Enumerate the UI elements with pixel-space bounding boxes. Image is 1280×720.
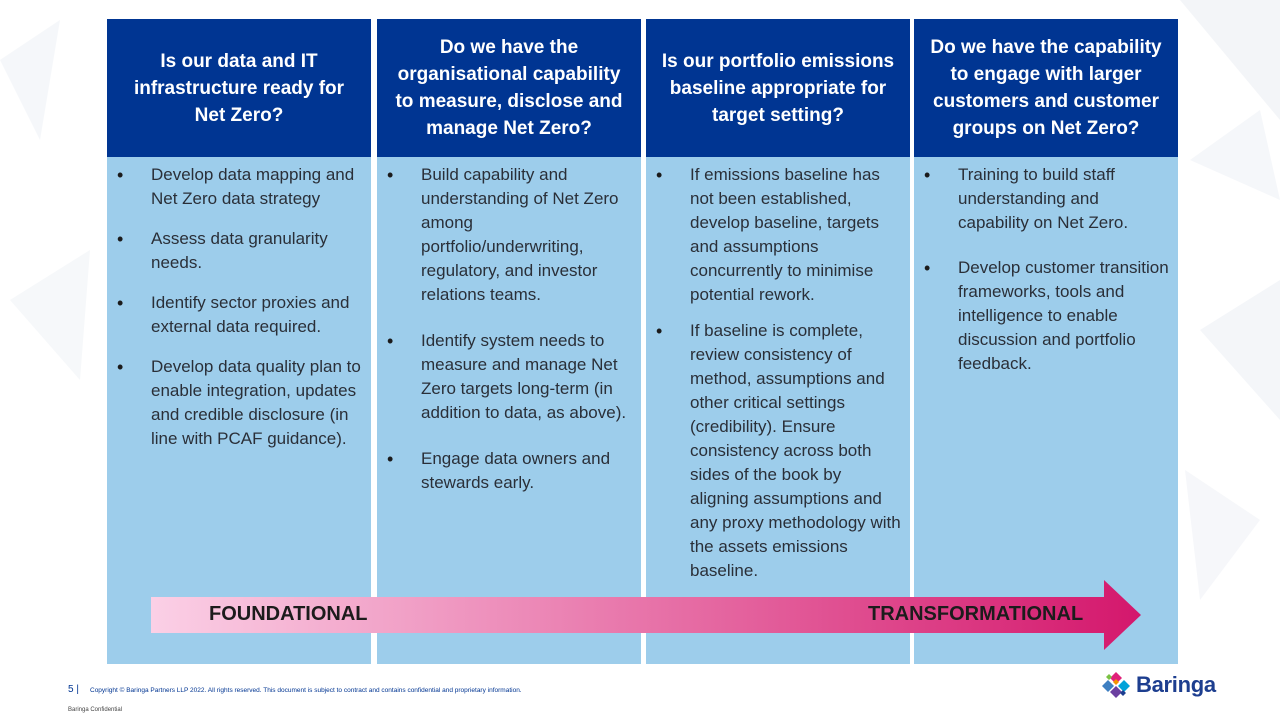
list-item: • Training to build staff understanding and capability on Net Zero. — [914, 163, 1170, 235]
bullet-list — [914, 163, 1178, 376]
column-header: Is our portfolio emissions baseline appropriate for target setting? — [646, 19, 910, 157]
bullet-list — [377, 163, 641, 495]
list-item: • Develop customer transition frameworks, tools and intelligence to enable discussion and portfolio feedback. — [914, 256, 1170, 376]
list-item: • Build capability and understanding of Net Zero among portfolio/underwriting, regulatory, and investor relations teams. — [377, 163, 633, 307]
list-item: • Assess data granularity needs. — [107, 227, 363, 275]
column-header: Do we have the capability to engage with larger customers and customer groups on Net Zero? — [914, 19, 1178, 157]
column-header: Do we have the organisational capability to measure, disclose and manage Net Zero? — [377, 19, 641, 157]
bullet-list — [107, 163, 371, 451]
column-emissions-baseline — [646, 19, 910, 664]
copyright-notice: Copyright © Baringa Partners LLP 2022. All rights reserved. This document is subject to contract and contains confidential and proprietary information. — [90, 687, 522, 694]
list-item: • If emissions baseline has not been established, develop baseline, targets and assumptions concurrently to minimise potential rework. — [646, 163, 902, 307]
baringa-logo-icon — [1100, 670, 1132, 700]
list-item: • Identify system needs to measure and manage Net Zero targets long-term (in addition to data, as above). — [377, 329, 633, 425]
column-organisational-capability — [377, 19, 641, 664]
logo-text: Baringa — [1136, 672, 1216, 697]
arrow-end-label: TRANSFORMATIONAL — [868, 603, 1084, 625]
column-header: Is our data and IT infrastructure ready for Net Zero? — [107, 19, 371, 157]
list-item: • Develop data quality plan to enable integration, updates and credible disclosure (in line with PCAF guidance). — [107, 355, 363, 451]
list-item: • Develop data mapping and Net Zero data strategy — [107, 163, 363, 211]
column-data-infrastructure — [107, 19, 371, 664]
column-customer-engagement — [914, 19, 1178, 664]
page-number: 5 | — [68, 684, 79, 695]
arrow-start-label: FOUNDATIONAL — [209, 603, 368, 625]
list-item: • Engage data owners and stewards early. — [377, 447, 633, 495]
list-item: • Identify sector proxies and external data required. — [107, 291, 363, 339]
list-item: • If baseline is complete, review consistency of method, assumptions and other critical settings (credibility). Ensure consistency across both sides of the book by aligning assumptions and any proxy methodology with the assets emissions baseline. — [646, 319, 902, 583]
bullet-list — [646, 163, 910, 583]
confidential-label: Baringa Confidential — [68, 707, 123, 713]
brand-logo — [1100, 670, 1216, 700]
